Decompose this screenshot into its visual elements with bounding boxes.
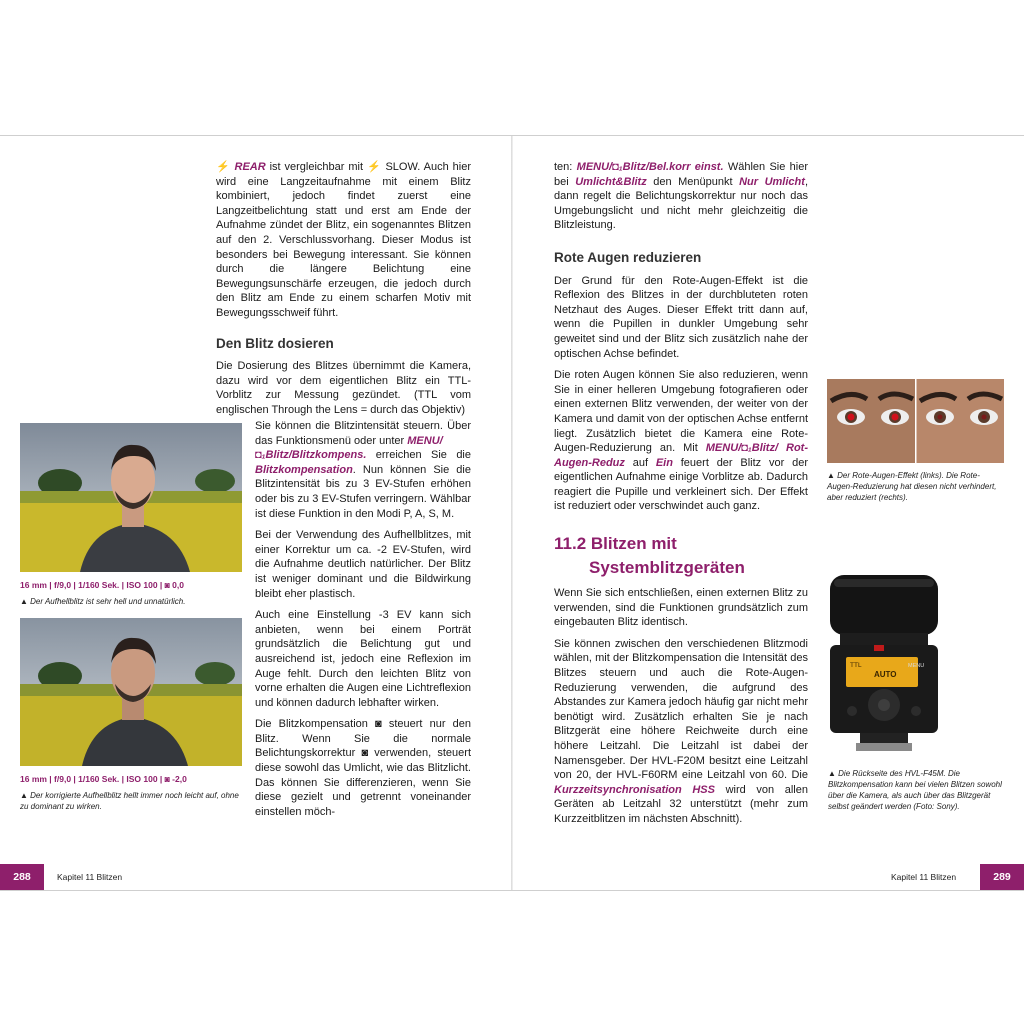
left-heading: Den Blitz dosieren bbox=[216, 335, 334, 351]
text-frag: den Menüpunkt bbox=[646, 175, 740, 188]
right-main-column bbox=[554, 160, 808, 834]
camera-icon: ◘₁ bbox=[741, 442, 752, 455]
right-para-redeye-cause: Der Grund für den Rote-Augen-Effekt ist die Reflexion des Blitzes in der durchbluteten roten Netzhaut des Auges. Dieser Effekt tritt dann auf, wenn die Pupillen in dunkler Umgebung sehr geweitet sind und der Blitz sich zusätzlich nahe der optischen Achse befindet. bbox=[554, 274, 808, 360]
section-heading-11-2 bbox=[554, 532, 808, 580]
menu-path: MENU/ bbox=[705, 442, 742, 455]
page-number-right: 289 bbox=[980, 864, 1024, 890]
section-title-line1: 11.2 Blitzen mit bbox=[554, 534, 677, 554]
photo2-exif: 16 mm | f/9,0 | 1/160 Sek. | ISO 100 | ◙ -2,0 bbox=[20, 774, 187, 784]
menu-path: Kurzzeitsynchronisation HSS bbox=[554, 783, 715, 796]
text-frag: Sie können zwischen den verschiedenen Blitzmodi wählen, mit der Blitzkompensation die Intensität des Blitzes steuern und auch die Rote-Augen-Reduzierung verwenden, die aufgrund des Abstandes zur Kamera jedoch häufig gar nicht mehr benötigt wird. Zusätzlich erhalten Sie je nach Blitzgerät eine höhere Reichweite durch eine höhere Leitzahl. Die Leitzahl ist dabei der Namensgeber. Der HVL-F20M besitzt eine Leitzahl von 20, der HVL-F60RM eine Leitzahl von 60. Die bbox=[554, 637, 808, 782]
photo2-caption: ▲ Der korrigierte Aufhellblitz hellt immer noch leicht auf, ohne zu dominant zu wirken. bbox=[20, 791, 239, 811]
section-title-line2: Systemblitzgeräten bbox=[589, 558, 745, 578]
menu-path: Blitz/ Rot-Augen-Reduz bbox=[554, 442, 809, 469]
caption-text: Die Rückseite des HVL-F45M. Die Blitzkompensation kann bei vielen Blitzen sowohl über die Kamera, als auch über das Blitzgerät selbst geändert werden (Foto: Sony). bbox=[828, 769, 1002, 811]
portrait-photo-flash-full bbox=[20, 423, 242, 572]
left-footer bbox=[0, 864, 511, 890]
text-frag: feuert der Blitz vor der eigentlichen Aufnahme einige Vorblitze ab. Dadurch reagiert die Pupille und verkleinert sich. Der Effekt ist reduziert oder verschwindet auch ganz. bbox=[554, 456, 808, 513]
text-frag: auf bbox=[624, 456, 656, 469]
flash-menu-label: MENU bbox=[908, 663, 925, 669]
text-frag: , dann regelt die Belichtungskorrektur nur noch das Umgebungslicht und nicht mehr gleichzeitig die Blitzleistung. bbox=[554, 175, 808, 232]
text-frag: . Nun können Sie die Blitzintensität bis zu 3 EV-Stufen erhöhen oder bis zu 3 EV-Stufen verringern. Wählbar ist diese Funktion in den Modi P, A, S, M. bbox=[255, 463, 471, 520]
flash-lcd-ttl: TTL bbox=[850, 662, 862, 669]
left-top-column bbox=[216, 160, 471, 425]
book-gutter bbox=[511, 136, 513, 890]
menu-path: MENU/ bbox=[576, 161, 613, 173]
menu-path: Blitzkompensation bbox=[255, 463, 353, 476]
left-para-minus3: Auch eine Einstellung -3 EV kann sich anbieten, wenn bei einem Porträt grundsätzlich die Belichtung gut und ausreichend ist, jedoch eine Reflexion im Auge fehlt. Durch den leichten Blitz von vorne erhalten die Augen eine Lichtreflexion und können dadurch lebhafter wirken. bbox=[255, 609, 471, 709]
portrait-photo-flash-corrected bbox=[20, 618, 242, 766]
book-spread bbox=[0, 135, 1024, 891]
text-frag: SLOW. Auch hier wird eine Langzeitaufnahme mit einem Blitz kombiniert, jedoch findet zuerst eine Langzeitbelichtung statt und erst am Ende der Aufnahme zündet der Blitz, ein sogenanntes Blitzen auf den 2. Verschlussvorhang. Dieser Modus ist besonders bei Bewegung interessant. Sie können durch die längere Belichtung eine Bewegungsunschärfe erzeugen, die jedoch durch den Blitz am Ende zu einem scharfen Motiv mit Bewegungsschweif führt. bbox=[216, 161, 471, 319]
text-frag: ten: bbox=[554, 161, 577, 173]
menu-path: MENU/ bbox=[407, 434, 443, 447]
caption-text: Der korrigierte Aufhellblitz hellt immer noch leicht auf, ohne zu dominant zu wirken. bbox=[20, 791, 239, 811]
right-para-flash-modes bbox=[554, 637, 808, 827]
red-eye-comparison-photo bbox=[827, 379, 1004, 463]
menu-path: Blitz/Blitzkompens. bbox=[265, 449, 367, 462]
rear-keyword: REAR bbox=[234, 161, 266, 173]
text-frag: Sie können die Blitzintensität steuern. Über das Funktionsmenü oder unter bbox=[255, 420, 471, 447]
flash-unit-photo bbox=[828, 573, 940, 761]
left-side-column bbox=[255, 419, 471, 826]
text-frag: Wählen Sie hier bei bbox=[554, 161, 808, 188]
right-footer bbox=[513, 864, 1024, 890]
page-number-left: 288 bbox=[0, 864, 44, 890]
right-para-redeye-reduce bbox=[554, 368, 808, 514]
menu-path: Umlicht&Blitz bbox=[575, 175, 647, 188]
left-para-aufhell: Bei der Verwendung des Aufhellblitzes, mit einer Korrektur um ca. -2 EV-Stufen, wird die Aufnahme deutlich natürlicher. Der Blitz ist weniger dominant und die Bildwirkung bleibt eher plastisch. bbox=[255, 529, 471, 600]
chapter-label-left: Kapitel 11 Blitzen bbox=[57, 872, 123, 882]
left-para-intensity bbox=[255, 419, 471, 521]
menu-path: Ein bbox=[655, 456, 673, 469]
text-frag: wird von allen Geräten ab Leitzahl 32 unterstützt (mehr zum Kurzzeitblitzen im nächsten Abschnitt). bbox=[554, 783, 808, 825]
left-para-compensation: Die Blitzkompensation ◙ steuert nur den Blitz. Wenn Sie die normale Belichtungskorrektur ◙ verwenden, steuert diese sowohl das Umlicht, wie das Blitzlicht. Das können Sie differenzieren, wenn Sie diese gezielt und getrennt voneinander einstellen möch- bbox=[255, 718, 471, 818]
text-frag: ist vergleichbar mit bbox=[265, 161, 367, 173]
camera-icon: ◘₁ bbox=[255, 449, 266, 462]
text-frag: Die roten Augen können Sie also reduzieren, wenn Sie in einer helleren Umgebung fotografieren oder einen externen Blitz verwenden, der weiter von der Kamera und damit von der optischen Achse entfernt liegt. Zusätzlich bietet die Kamera eine Rote-Augen-Reduzierung an. Mit bbox=[554, 369, 808, 455]
left-para-dosierung: Die Dosierung des Blitzes übernimmt die Kamera, dazu wird vor dem eigentlichen Blitz ein TTL-Vorblitz zur Messung gezündet. (TTL vom englischen Through the Lens = durch das Objektiv) bbox=[216, 360, 471, 416]
caption-text: Der Rote-Augen-Effekt (links). Die Rote-Augen-Reduzierung hat diesen nicht verhindert, aber reduziert (rechts). bbox=[827, 471, 997, 502]
red-eye-caption: ▲ Der Rote-Augen-Effekt (links). Die Rote-Augen-Reduzierung hat diesen nicht verhindert, aber reduziert (rechts). bbox=[827, 471, 997, 502]
right-para-continued bbox=[554, 160, 808, 233]
caption-text: Der Aufhellblitz ist sehr hell und unnatürlich. bbox=[30, 597, 186, 606]
flash-lcd-auto: AUTO bbox=[874, 670, 897, 679]
chapter-label-right: Kapitel 11 Blitzen bbox=[891, 872, 957, 882]
menu-path: Blitz/Bel.korr einst. bbox=[622, 161, 724, 173]
left-para-rear: ⚡ REAR ist vergleichbar mit ⚡ SLOW. Auch hier wird eine Langzeitaufnahme mit einem Blitz kombiniert, jedoch findet zuerst eine Langzeitbelichtung statt und erst am Ende der Aufnahme zündet der Blitz, ein sogenanntes Blitzen auf den 2. Verschlussvorhang. Dieser Modus ist besonders bei Bewegung interessant. Sie können durch die längere Belichtung eine Bewegungsunschärfe erzeugen, die jedoch durch den Blitz am Ende zu einem scharfen Motiv mit Bewegungsschweif führt. bbox=[216, 161, 471, 319]
text-frag: erreichen Sie die bbox=[366, 449, 471, 462]
red-eye-heading: Rote Augen reduzieren bbox=[554, 249, 702, 265]
menu-path: Nur Umlicht bbox=[739, 175, 805, 188]
flash-unit-caption: ▲ Die Rückseite des HVL-F45M. Die Blitzkompensation kann bei vielen Blitzen sowohl über die Kamera, als auch über das Blitzgerät selbst geändert werden (Foto: Sony). bbox=[828, 769, 1002, 811]
right-para-external-flash: Wenn Sie sich entschließen, einen externen Blitz zu verwenden, sind die Funktionen grundsätzlich zum eingebauten Blitz identisch. bbox=[554, 587, 808, 629]
camera-icon: ◘₁ bbox=[612, 161, 623, 173]
photo1-caption: ▲ Der Aufhellblitz ist sehr hell und unnatürlich. bbox=[20, 597, 186, 606]
photo1-exif: 16 mm | f/9,0 | 1/160 Sek. | ISO 100 | ◙ 0,0 bbox=[20, 580, 184, 590]
